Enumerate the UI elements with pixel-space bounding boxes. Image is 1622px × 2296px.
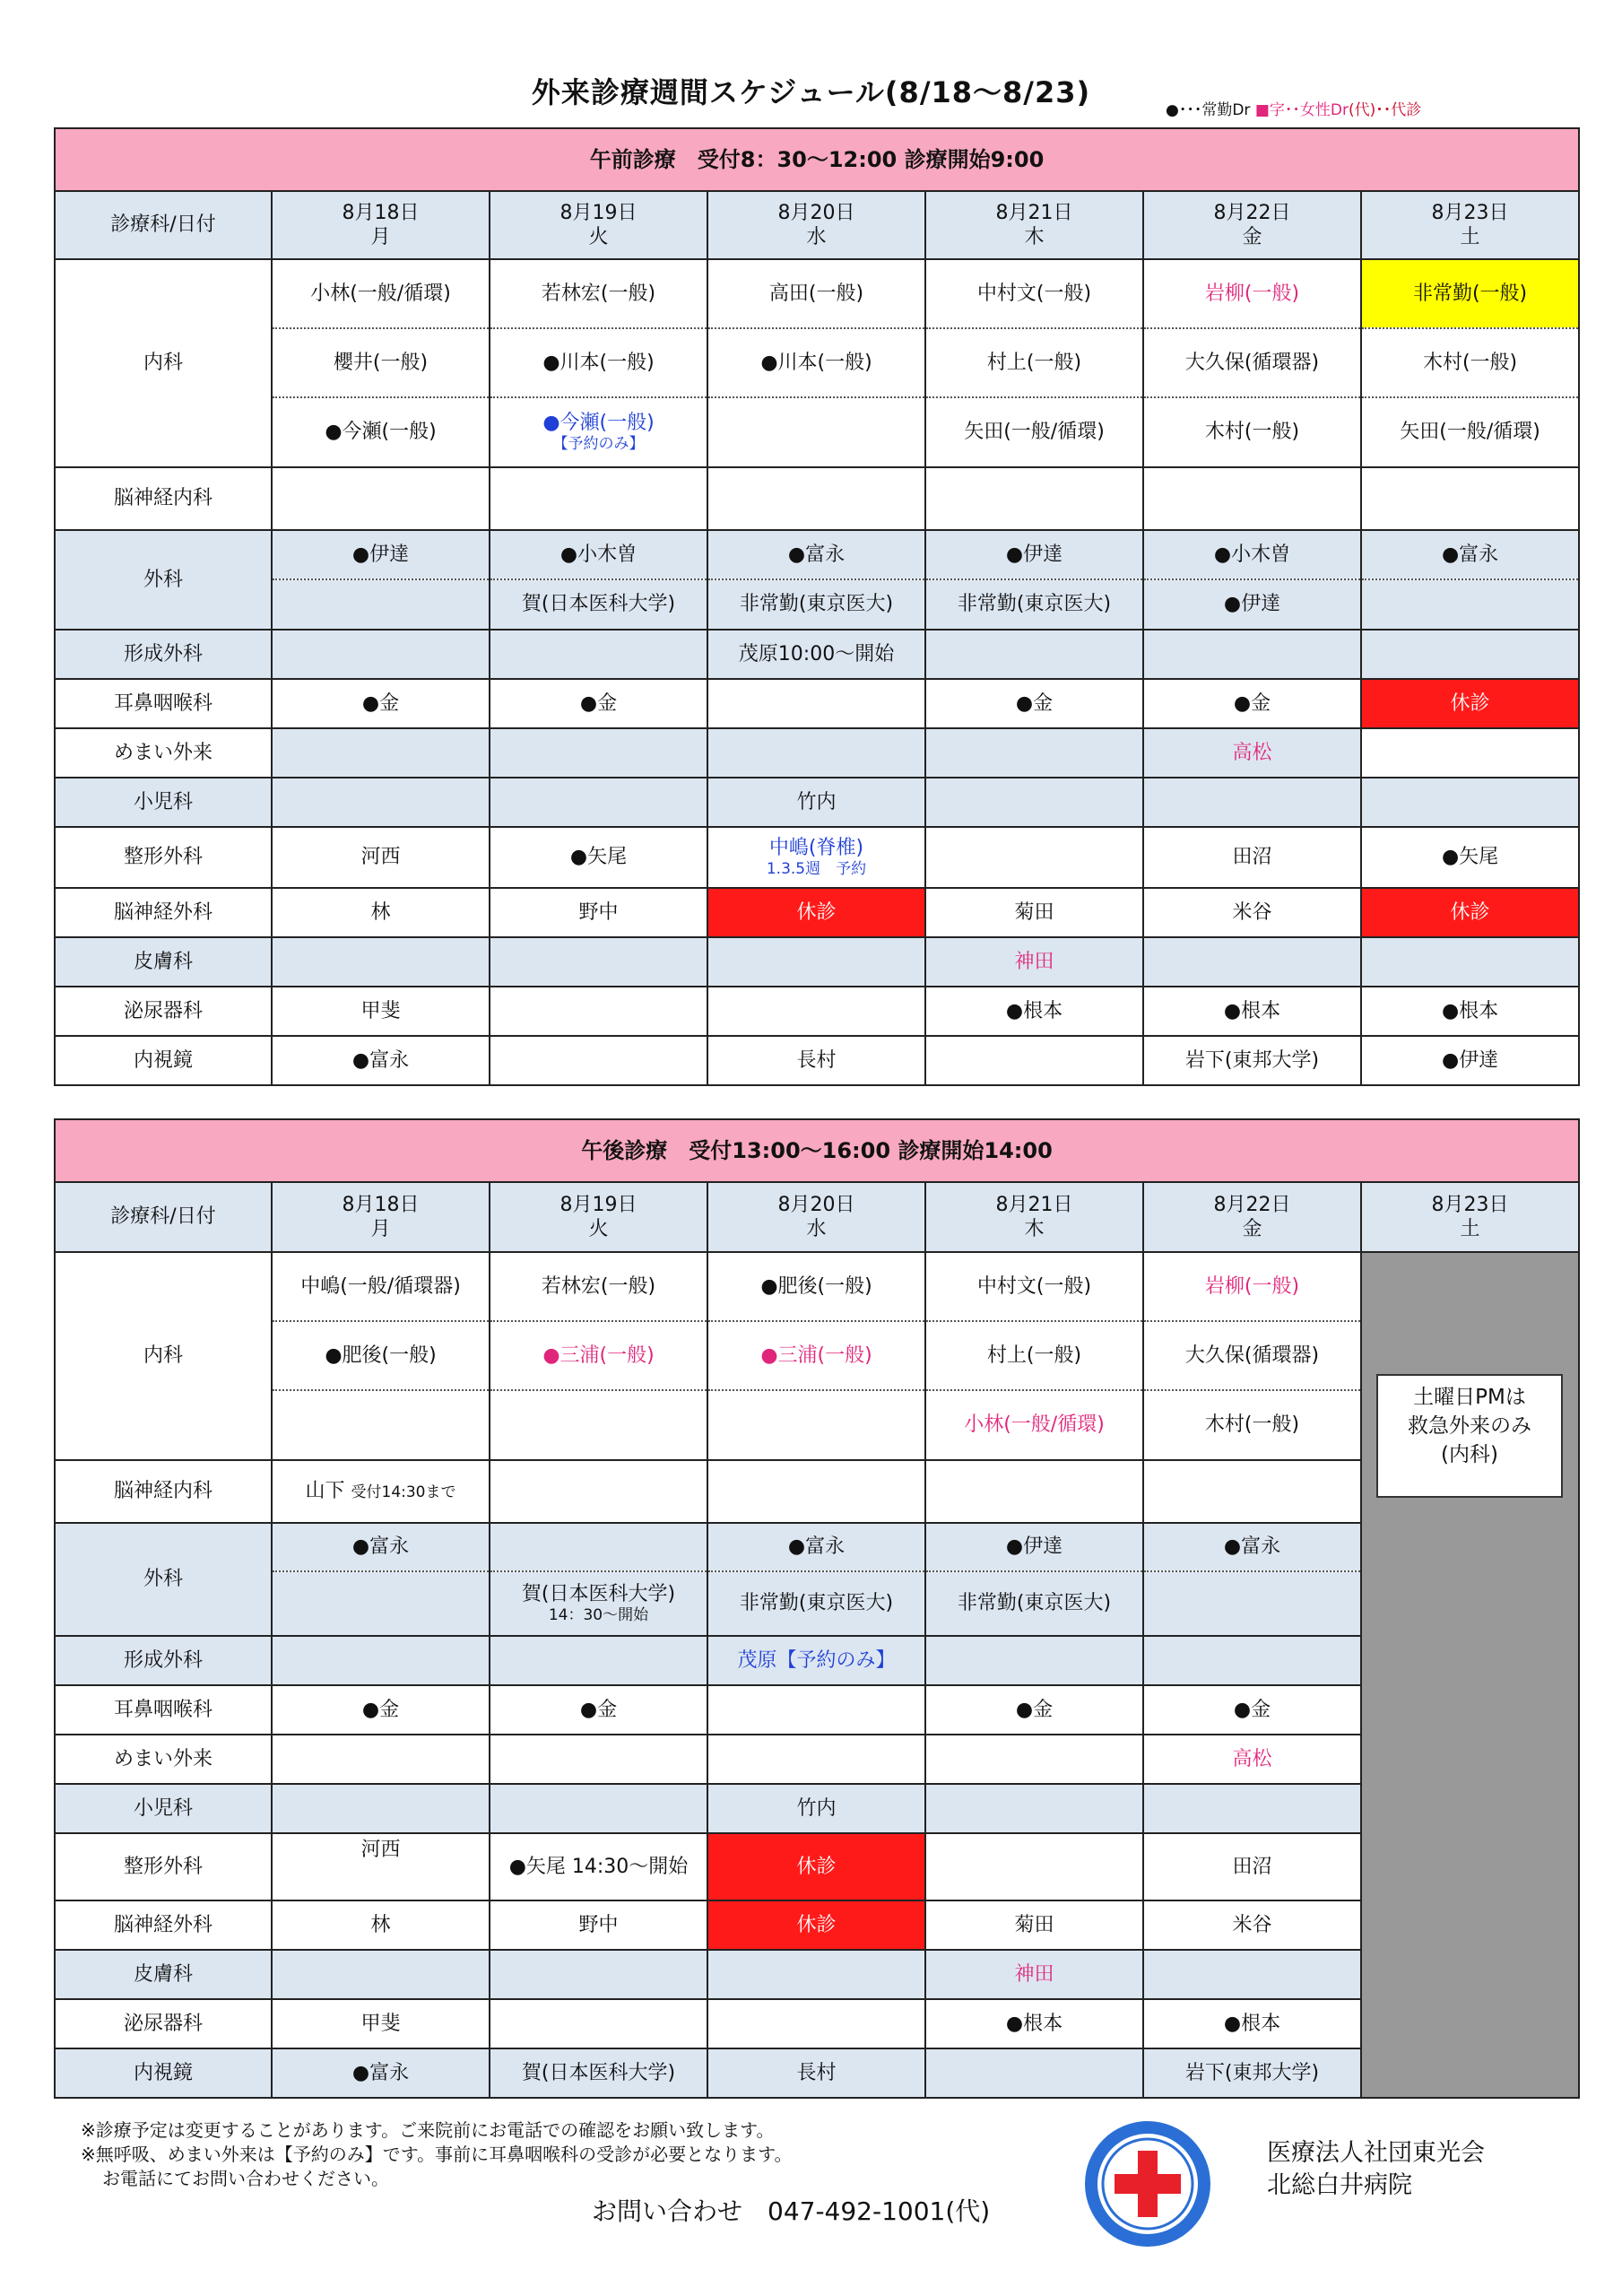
table-cell	[1143, 1571, 1361, 1636]
closed-cell: 休診	[707, 1833, 925, 1900]
table-cell	[707, 1685, 925, 1735]
cell-note: 受付14:30まで	[351, 1483, 456, 1502]
note-line: ※診療予定は変更することがあります。ご来院前にお電話での確認をお願い致します。	[81, 2119, 775, 2141]
table-cell	[490, 1523, 707, 1571]
table-cell	[707, 827, 925, 888]
table-cell: 甲斐	[272, 1999, 490, 2048]
table-cell: ●富永	[707, 530, 925, 579]
day-header	[1143, 1182, 1361, 1252]
dept-label: 泌尿器科	[55, 1999, 272, 2048]
day-header	[490, 191, 707, 259]
cell-name: ●今瀬(一般)	[542, 411, 655, 434]
table-cell	[707, 1390, 925, 1460]
cell-note: 14：30～開始	[548, 1606, 649, 1625]
dept-label: 内視鏡	[55, 1036, 272, 1085]
dept-label: 皮膚科	[55, 1950, 272, 1999]
day-date: 8月19日	[559, 201, 638, 224]
day-dow: 月	[370, 1218, 391, 1240]
table-cell: 竹内	[707, 1784, 925, 1833]
dept-label: 内視鏡	[55, 2048, 272, 2098]
table-cell: 河西	[272, 1833, 490, 1900]
table-cell	[490, 1390, 707, 1460]
table-cell: 小林(一般/循環)	[272, 259, 490, 328]
saturday-pm-note	[1376, 1374, 1563, 1498]
day-date: 8月23日	[1431, 201, 1509, 224]
dept-label: 内科	[55, 1252, 272, 1460]
table-cell: ●小木曽	[1143, 530, 1361, 579]
dept-label: 脳神経内科	[55, 467, 272, 530]
closed-cell: 休診	[707, 888, 925, 937]
table-cell	[490, 987, 707, 1036]
day-dow: 木	[1024, 1218, 1045, 1240]
table-cell: ●小木曽	[490, 530, 707, 579]
table-cell: 菊田	[925, 1900, 1143, 1950]
day-header	[1361, 191, 1579, 259]
table-cell: 賀(日本医科大学)	[490, 579, 707, 630]
day-date: 8月20日	[777, 1193, 855, 1216]
table-cell: 高松	[1143, 1735, 1361, 1784]
table-cell: 賀(日本医科大学)	[490, 2048, 707, 2098]
cell-name: 賀(日本医科大学)	[521, 1582, 676, 1605]
day-date: 8月21日	[995, 1193, 1073, 1216]
sat-note-line: 土曜日PMは	[1413, 1386, 1526, 1409]
day-dow: 火	[588, 1218, 609, 1240]
day-date: 8月18日	[342, 201, 420, 224]
day-date: 8月21日	[995, 201, 1073, 224]
table-cell: ●川本(一般)	[707, 328, 925, 397]
col-header: 診療科/日付	[55, 1182, 272, 1252]
table-cell	[707, 1999, 925, 2048]
day-header	[925, 1182, 1143, 1252]
table-cell: ●富永	[1143, 1523, 1361, 1571]
sat-note-line: (内科)	[1441, 1443, 1498, 1467]
table-cell: 米谷	[1143, 888, 1361, 937]
legend-female: ■字･･女性Dr	[1254, 101, 1349, 119]
footer-notes	[81, 2118, 793, 2191]
dept-label: 脳神経外科	[55, 1900, 272, 1950]
day-dow: 水	[806, 1218, 827, 1240]
col-header: 診療科/日付	[55, 191, 272, 259]
day-header	[272, 191, 490, 259]
dept-label: 外科	[55, 1523, 272, 1636]
table-cell: ●根本	[1361, 987, 1579, 1036]
table-cell: 米谷	[1143, 1900, 1361, 1950]
hospital-logo-icon	[1080, 2117, 1215, 2251]
organization-name	[1267, 2137, 1485, 2203]
table-cell: 非常勤(東京医大)	[707, 579, 925, 630]
table-cell: 野中	[490, 888, 707, 937]
table-cell	[272, 1571, 490, 1636]
day-dow: 土	[1460, 1218, 1480, 1240]
day-date: 8月18日	[342, 1193, 420, 1216]
table-cell: ●金	[272, 679, 490, 728]
page-title: 外来診療週間スケジュール(8/18～8/23)	[531, 75, 1091, 109]
dept-label: 泌尿器科	[55, 987, 272, 1036]
dept-label: 外科	[55, 530, 272, 630]
day-dow: 木	[1024, 226, 1045, 248]
table-cell: ●根本	[925, 1999, 1143, 2048]
legend-substitute: (代)･･代診	[1348, 101, 1422, 119]
day-header	[1361, 1182, 1579, 1252]
table-cell: ●富永	[272, 2048, 490, 2098]
table-cell	[925, 1833, 1143, 1900]
day-header	[490, 1182, 707, 1252]
table-cell	[925, 827, 1143, 888]
table-cell	[490, 1036, 707, 1085]
table-cell	[490, 397, 707, 467]
table-cell: 岩柳(一般)	[1143, 1252, 1361, 1321]
table-cell: ●富永	[272, 1523, 490, 1571]
table-cell: 甲斐	[272, 987, 490, 1036]
day-header	[707, 191, 925, 259]
table-cell: ●伊達	[925, 1523, 1143, 1571]
dept-label: 内科	[55, 259, 272, 467]
day-date: 8月20日	[777, 201, 855, 224]
table-cell: 茂原10:00～開始	[707, 630, 925, 679]
table-cell: 木村(一般)	[1143, 397, 1361, 467]
table-cell: 中村文(一般)	[925, 259, 1143, 328]
dept-label: 耳鼻咽喉科	[55, 679, 272, 728]
table-cell: 林	[272, 1900, 490, 1950]
table-cell: ●伊達	[272, 530, 490, 579]
table-cell: ●金	[490, 1685, 707, 1735]
dept-label: 整形外科	[55, 1833, 272, 1900]
table-cell	[272, 579, 490, 630]
day-dow: 水	[806, 226, 827, 248]
table-cell: 木村(一般)	[1143, 1390, 1361, 1460]
table-cell	[490, 1571, 707, 1636]
table-cell	[707, 679, 925, 728]
day-date: 8月19日	[559, 1193, 638, 1216]
table-cell: 非常勤(東京医大)	[925, 579, 1143, 630]
contact-phone: お問い合わせ 047-492-1001(代)	[592, 2196, 991, 2226]
table-cell: 非常勤(東京医大)	[925, 1571, 1143, 1636]
table-cell: 岩柳(一般)	[1143, 259, 1361, 328]
table-cell: ●今瀬(一般)	[272, 397, 490, 467]
table-cell	[707, 397, 925, 467]
day-dow: 土	[1460, 226, 1480, 248]
table-cell: 林	[272, 888, 490, 937]
legend	[1166, 97, 1421, 119]
cell-name: 山下	[305, 1480, 345, 1503]
table-cell: 茂原【予約のみ】	[707, 1636, 925, 1685]
day-header	[1143, 191, 1361, 259]
am-schedule-table	[54, 127, 1580, 1086]
table-cell	[707, 987, 925, 1036]
table-cell	[1361, 579, 1579, 630]
closed-cell: 休診	[1361, 679, 1579, 728]
table-cell: 岩下(東邦大学)	[1143, 2048, 1361, 2098]
table-cell: ●三浦(一般)	[707, 1321, 925, 1390]
table-cell: ●三浦(一般)	[490, 1321, 707, 1390]
table-cell: ●金	[272, 1685, 490, 1735]
note-line: お電話にてお問い合わせください。	[102, 2168, 389, 2189]
table-cell: 菊田	[925, 888, 1143, 937]
dept-label: 小児科	[55, 778, 272, 827]
table-cell: ●根本	[1143, 1999, 1361, 2048]
table-cell: 若林宏(一般)	[490, 1252, 707, 1321]
day-header	[707, 1182, 925, 1252]
table-cell: ●富永	[272, 1036, 490, 1085]
table-cell: ●根本	[925, 987, 1143, 1036]
table-cell: ●金	[1143, 1685, 1361, 1735]
table-cell: ●川本(一般)	[490, 328, 707, 397]
sat-note-line: 救急外来のみ	[1408, 1414, 1531, 1439]
table-cell: ●肥後(一般)	[272, 1321, 490, 1390]
table-cell: 野中	[490, 1900, 707, 1950]
table-cell: ●根本	[1143, 987, 1361, 1036]
table-cell: 竹内	[707, 778, 925, 827]
cell-name: 中嶋(脊椎)	[768, 836, 864, 859]
cell-note: 1.3.5週 予約	[766, 860, 867, 879]
closed-cell: 休診	[707, 1900, 925, 1950]
day-dow: 金	[1242, 226, 1262, 248]
table-cell: ●伊達	[925, 530, 1143, 579]
table-cell: 岩下(東邦大学)	[1143, 1036, 1361, 1085]
org-line: 北総白井病院	[1267, 2171, 1412, 2200]
day-date: 8月22日	[1213, 201, 1291, 224]
table-cell: 中嶋(一般/循環器)	[272, 1252, 490, 1321]
dept-label: 形成外科	[55, 1636, 272, 1685]
table-cell: 大久保(循環器)	[1143, 328, 1361, 397]
table-cell: 小林(一般/循環)	[925, 1390, 1143, 1460]
table-cell: 非常勤(東京医大)	[707, 1571, 925, 1636]
table-cell: ●矢尾	[1361, 827, 1579, 888]
table-cell: ●伊達	[1143, 579, 1361, 630]
day-date: 8月23日	[1431, 1193, 1509, 1216]
table-cell: 大久保(循環器)	[1143, 1321, 1361, 1390]
pm-header: 午後診療 受付13:00～16:00 診療開始14:00	[55, 1119, 1579, 1182]
table-cell: ●金	[925, 1685, 1143, 1735]
table-cell	[272, 1460, 490, 1523]
dept-label: 形成外科	[55, 630, 272, 679]
table-cell: 非常勤(一般)	[1361, 259, 1579, 328]
table-cell: 村上(一般)	[925, 1321, 1143, 1390]
table-cell: 矢田(一般/循環)	[1361, 397, 1579, 467]
table-cell	[490, 1999, 707, 2048]
table-cell: ●金	[1143, 679, 1361, 728]
table-cell: ●矢尾	[490, 827, 707, 888]
table-cell: ●金	[925, 679, 1143, 728]
closed-cell: 休診	[1361, 888, 1579, 937]
dept-label: 脳神経内科	[55, 1460, 272, 1523]
pm-schedule-table	[54, 1118, 1580, 2099]
cell-note: 【予約のみ】	[552, 435, 645, 454]
table-cell: 神田	[925, 937, 1143, 987]
table-cell	[272, 1390, 490, 1460]
table-cell: ●肥後(一般)	[707, 1252, 925, 1321]
org-line: 医療法人社団東光会	[1267, 2139, 1485, 2167]
table-cell: 長村	[707, 1036, 925, 1085]
day-dow: 火	[588, 226, 609, 248]
day-header	[925, 191, 1143, 259]
day-header	[272, 1182, 490, 1252]
table-cell: 若林宏(一般)	[490, 259, 707, 328]
table-cell: ●富永	[707, 1523, 925, 1571]
dept-label: 皮膚科	[55, 937, 272, 987]
dept-label: 脳神経外科	[55, 888, 272, 937]
day-dow: 月	[370, 226, 391, 248]
am-header: 午前診療 受付8：30～12:00 診療開始9:00	[55, 128, 1579, 191]
day-date: 8月22日	[1213, 1193, 1291, 1216]
legend-regular: ●･･･常勤Dr	[1166, 101, 1251, 119]
dept-label: 整形外科	[55, 827, 272, 888]
dept-label: めまい外来	[55, 1735, 272, 1784]
table-cell: 中村文(一般)	[925, 1252, 1143, 1321]
table-cell: 木村(一般)	[1361, 328, 1579, 397]
table-cell: ●金	[490, 679, 707, 728]
dept-label: 耳鼻咽喉科	[55, 1685, 272, 1735]
table-cell: 神田	[925, 1950, 1143, 1999]
table-cell: 高田(一般)	[707, 259, 925, 328]
dept-label: 小児科	[55, 1784, 272, 1833]
table-cell: 田沼	[1143, 827, 1361, 888]
table-cell	[925, 1036, 1143, 1085]
day-dow: 金	[1242, 1218, 1262, 1240]
table-cell: ●矢尾 14:30～開始	[490, 1833, 707, 1900]
table-cell: 櫻井(一般)	[272, 328, 490, 397]
table-cell: 村上(一般)	[925, 328, 1143, 397]
table-cell: 長村	[707, 2048, 925, 2098]
note-line: ※無呼吸、めまい外来は【予約のみ】です。事前に耳鼻咽喉科の受診が必要となります。	[81, 2144, 793, 2165]
table-cell: ●伊達	[1361, 1036, 1579, 1085]
table-cell: ●富永	[1361, 530, 1579, 579]
table-cell	[925, 2048, 1143, 2098]
table-cell: 河西	[272, 827, 490, 888]
table-cell: 高松	[1143, 728, 1361, 778]
dept-label: めまい外来	[55, 728, 272, 778]
table-cell: 田沼	[1143, 1833, 1361, 1900]
table-cell: 矢田(一般/循環)	[925, 397, 1143, 467]
